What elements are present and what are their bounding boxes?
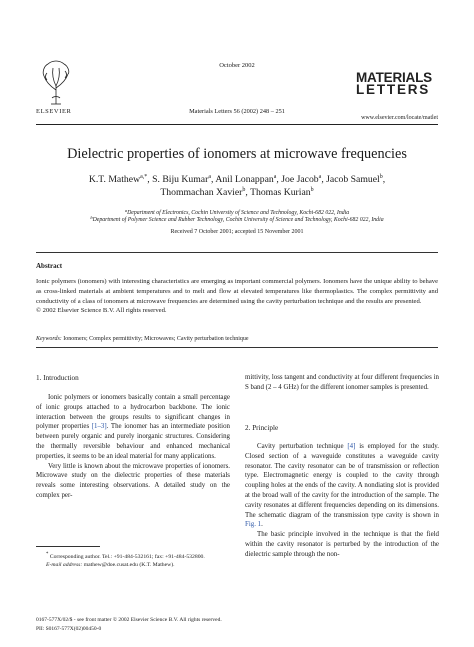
intro-paragraph-1 (36, 393, 230, 462)
abstract-text: Ionic polymers (ionomers) with interesting characteristics are emerging as important commercial polymers. Ionomers have the unique ability to behave as cross-linked materials at ambient temperatures and to melt and flow at elevated temperatures like thermoplastics. The complex permittivity and conductivity of a class of ionomers at microwave frequencies are determined using the cavity perturbation technique and the results are presented. (36, 278, 438, 305)
author-separator: , (211, 174, 216, 185)
author-list (40, 173, 434, 199)
author-separator: , (147, 174, 153, 185)
journal-url[interactable]: www.elsevier.com/locate/matlet (361, 115, 438, 121)
front-matter-line: 0167-577X/02/$ - see front matter © 2002 Elsevier Science B.V. All rights reserved. (36, 617, 222, 623)
author-affiliation-marker: a (318, 174, 322, 180)
author-line-1 (40, 173, 434, 186)
keywords-text: Ionomers; Complex permittivity; Microwaves; Cavity perturbation technique (63, 336, 249, 342)
author-name: S. Biju Kumar (152, 174, 209, 185)
author-separator: , (382, 174, 386, 185)
principle-paragraph-2: The basic principle involved in the technique is that the field within the cavity resonator is perturbed by the introduction of the dielectric sample through the non- (245, 531, 439, 558)
principle-p1-text-c: . (261, 521, 263, 529)
abstract-heading: Abstract (36, 262, 63, 270)
section-heading-principle: 2. Principle (245, 424, 279, 432)
article-title: Dielectric properties of ionomers at microwave frequencies (67, 146, 407, 162)
section-heading-introduction: 1. Introduction (36, 374, 79, 382)
figure-link-1[interactable]: Fig. 1 (245, 521, 262, 529)
keywords-label: Keywords: (36, 336, 62, 342)
author-name: Thommachan Xavier (160, 187, 243, 198)
author-affiliation-marker: a,* (140, 174, 148, 180)
journal-logo (356, 72, 438, 96)
author-name: K.T. Mathew (88, 174, 141, 185)
email-label: E-mail address: (46, 562, 83, 569)
author-separator: , (276, 174, 282, 185)
affiliation-a-marker: a (124, 208, 128, 213)
principle-text (245, 442, 439, 560)
author-name: Jacob Samuel (326, 174, 380, 185)
principle-p1-text-b: is employed for the study. Closed section of a waveguide constitutes a waveguide cavity resonator. The cavity resonator can be of transmission or reflection type. Electromagnetic energy is coupled to the cavity through coupling holes at the ends of the cavity. A nondiating slot is provided at the broad wall of the cavity for the introduction of the sample. The cavity resonates at different frequencies depending on its dimensions. The schematic diagram of the transmission type cavity is shown in (245, 443, 439, 519)
footnote-corresponding (36, 551, 232, 561)
abstract-bottom-rule (36, 347, 438, 348)
principle-paragraph-1 (245, 442, 439, 530)
author-name: Joe Jacob (281, 174, 319, 185)
copyright-line: © 2002 Elsevier Science B.V. All rights reserved. (36, 307, 167, 315)
intro-continued-text: mittivity, loss tangent and conductivity at four different frequencies in S band (2 – 4 GHz) for the different ionomer samples is presented. (245, 374, 439, 391)
footnote-rule (36, 546, 100, 547)
footnote (36, 551, 232, 569)
footnote-corresponding-text: Corresponding author. Tel.: +91-484-532161; fax: +91-484-532800. (49, 553, 205, 560)
journal-reference: Materials Letters 56 (2002) 248 – 251 (189, 108, 285, 115)
issue-date: October 2002 (219, 62, 255, 69)
intro-paragraph-2: Very little is known about the microwave properties of ionomers. Microwave study on the dielectric properties of these materials reveals some interesting observations. A detailed study on the complex per- (36, 462, 230, 499)
abstract-top-rule (36, 252, 438, 253)
author-affiliation-marker: a (273, 174, 277, 180)
author-separator: , (245, 187, 251, 198)
introduction-continued (245, 373, 439, 393)
citation-link-1-3[interactable]: [1–3] (91, 423, 107, 431)
citation-link-4[interactable]: [4] (347, 443, 356, 450)
publisher-name: ELSEVIER (36, 108, 72, 115)
journal-logo-line1: MATERIALS (356, 70, 432, 85)
keywords-line (36, 336, 438, 342)
author-name: Thomas Kurian (250, 187, 311, 198)
email-address[interactable]: mathew@doe.cusat.edu (K.T. Mathew). (83, 562, 175, 569)
author-affiliation-marker: b (379, 174, 383, 180)
pii-line: PII: S0167-577X(02)00450-0 (36, 626, 102, 632)
affiliation-b-text: Department of Polymer Science and Rubber Technology, Cochin University of Science and Technology, Kochi-682 022, India (92, 217, 384, 223)
abstract-body (36, 277, 438, 316)
affiliation-b (0, 215, 474, 223)
author-affiliation-marker: a (208, 174, 212, 180)
footnote-marker: * (46, 552, 49, 557)
author-line-2 (40, 186, 434, 199)
affiliation-b-marker: b (90, 215, 93, 220)
header-divider (36, 124, 438, 125)
footnote-email (36, 561, 232, 569)
journal-logo-line2: LETTERS (356, 82, 431, 97)
author-affiliation-marker: b (242, 187, 246, 193)
introduction-text (36, 393, 230, 501)
received-dates: Received 7 October 2001; accepted 15 November 2001 (170, 229, 304, 235)
intro-p1-text-a: Ionic polymers or ionomers basically contain a small percentage of ionic groups attached to a hydrocarbon backbone. The ionic interaction between the groups results to significant changes in polymer properties (36, 394, 230, 431)
author-separator: , (321, 174, 327, 185)
intro-p1-text-b: . The ionomer has an intermediate position between purely organic and purely inorganic structures. Considering the thermally reversible behaviour and enhanced mechanical properties, it seems to be an ideal material for many applications. (36, 423, 230, 460)
principle-p1-text-a: Cavity perturbation technique (257, 443, 348, 450)
author-affiliation-marker: b (310, 187, 314, 193)
affiliation-a-text: Department of Electronics, Cochin University of Science and Technology, Kochi-682 022, India (127, 210, 350, 216)
author-name: Anil Lonappan (215, 174, 274, 185)
